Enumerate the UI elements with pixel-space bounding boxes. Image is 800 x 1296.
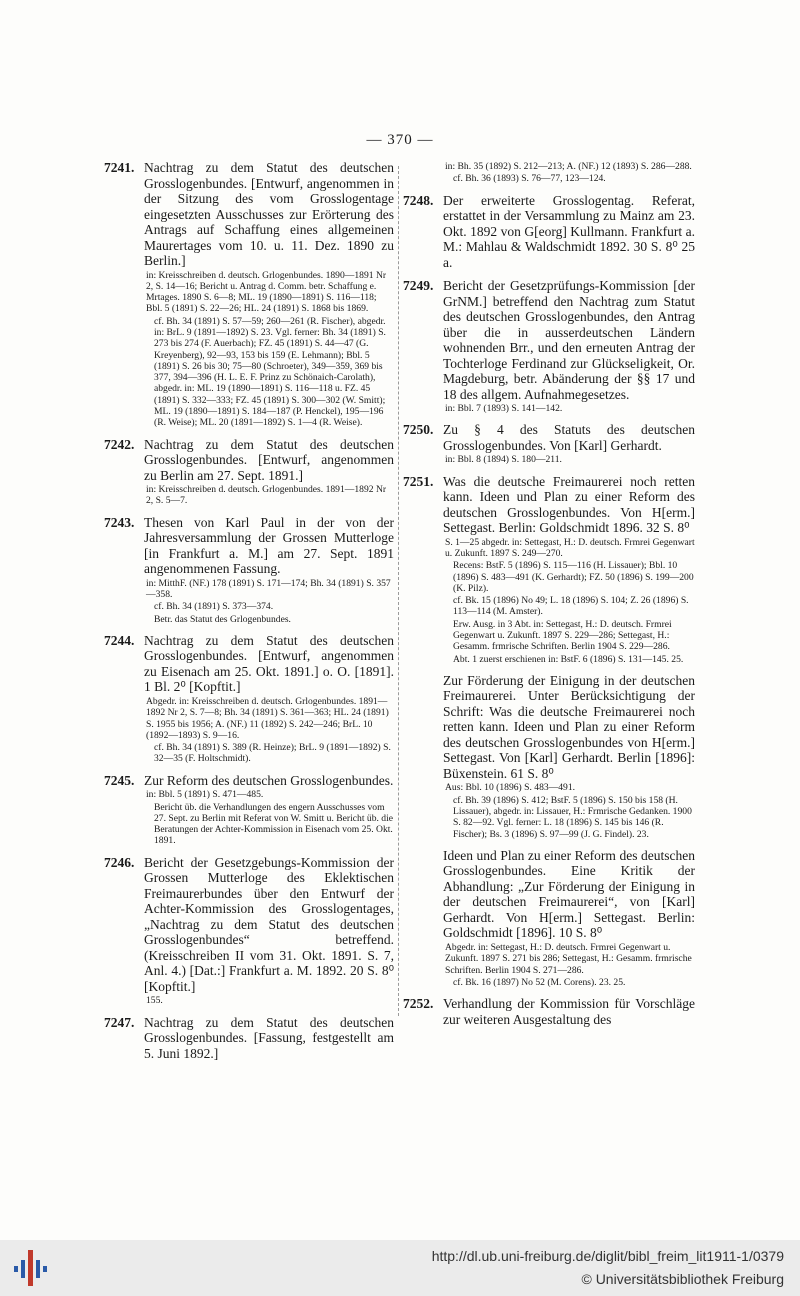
entry-title: Nachtrag zu dem Statut des deutschen Grosslogenbundes. [Entwurf, angenommen in der Sitzung des vom Grosslogentage eingesetzten Ausschusses zur Erörterung des Antrags auf Schaffung eines allgemeinen Maurertages vom 10. u. 11. Dez. 1890 zu Berlin.] — [144, 160, 394, 268]
entry-title: Nachtrag zu dem Statut des deutschen Grosslogenbundes. [Fassung, festgestellt am 5. Juni 1892.] — [144, 1014, 394, 1061]
bibliography-entry — [104, 855, 394, 1007]
bibliography-entry — [104, 437, 394, 507]
entry-title: Zur Förderung der Einigung in der deutschen Freimaurerei. Unter Berücksichtigung der Schrift: Was die deutsche Freimaurerei noch retten kann. Ideen und Plan zu einer Reform des deutschen Grosslogenbundes von H[erm.] Settegast. Von [Karl] Gerhardt. Berlin [1896]: Büxenstein. 61 S. 8⁰ — [443, 672, 695, 781]
entry-number: 7242. — [104, 436, 135, 452]
entry-note: in: Kreisschreiben d. deutsch. Grlogenbundes. 1890—1891 Nr 2, S. 14—16; Bericht u. Antrag d. Comm. betr. Schaffung e. Mrtages. 1890 S. 6—8; ML. 19 (1890—1891) S. 116—118; Bbl. 5 (1891) S. 22—26; HL. 24 (1891) S. 1868 bis 1869. — [146, 269, 387, 315]
entry-note: cf. Bk. 15 (1896) No 49; L. 18 (1896) S. 104; Z. 26 (1896) S. 113—114 (M. Amster). — [453, 595, 689, 618]
entry-note: Abt. 1 zuerst erschienen in: BstF. 6 (1896) S. 131—145. 25. — [453, 653, 684, 665]
entry-number: 7252. — [403, 996, 434, 1012]
entry-note: in: Bbl. 7 (1893) S. 141—142. — [445, 403, 563, 415]
bibliography-entry — [403, 996, 695, 1027]
entry-title: Bericht der Gesetzprüfungs-Kommission [der GrNM.] betreffend den Nachtrag zum Statut des deutschen Grosslogenbundes, den Antrag über die in ausserdeutschen Ländern wohnenden Brr., und den erneuten Antrag der Tochterloge Ferdinand zur Glückseligkeit, Or. Magdeburg, betr. Abänderung der §§ 17 und 18 des allgem. Aufnahmegesetzes. — [443, 278, 695, 402]
entry-title: Thesen von Karl Paul in der von der Jahresversammlung der Grossen Mutterloge [in Frankfurt a. M.] am 27. Sept. 1891 angenommenen Fassung. — [144, 514, 394, 577]
library-logo-icon — [12, 1248, 52, 1288]
entry-note: S. 1—25 abgedr. in: Settegast, H.: D. deutsch. Frmrei Gegenwart u. Zukunft. 1897 S. 249—270. — [445, 536, 695, 559]
entry-note: cf. Bk. 16 (1897) No 52 (M. Corens). 23. 25. — [453, 976, 626, 988]
entry-note: cf. Bh. 39 (1896) S. 412; BstF. 5 (1896) S. 150 bis 158 (H. Lissauer), abgedr. in: Lissauer, H.: Frmrische Gedanken. 1900 S. 82—92. Vgl. ferner: L. 18 (1896) S. 145 bis 146 (R. Fischer); Bs. 3 (1896) S. 97—99 (J. G. Findel). 23. — [453, 794, 692, 840]
entry-title: Nachtrag zu dem Statut des deutschen Grosslogenbundes. [Entwurf, angenommen zu Berlin am 27. Sept. 1891.] — [144, 436, 394, 483]
page-number: — 370 — — [366, 132, 434, 148]
entry-note: in: Kreisschreiben d. deutsch. Grlogenbundes. 1891—1892 Nr 2, S. 5—7. — [146, 484, 387, 507]
entry-note: Betr. das Statut des Grlogenbundes. — [154, 613, 291, 625]
entry-number: 7241. — [104, 160, 135, 175]
entry-number: 7245. — [104, 772, 135, 788]
entry-number: 7244. — [104, 632, 135, 648]
left-column — [104, 160, 394, 1069]
entry-note: cf. Bh. 34 (1891) S. 389 (R. Heinze); BrL. 9 (1891—1892) S. 32—35 (F. Holtschmidt). — [154, 742, 391, 765]
entry-number: 7247. — [104, 1014, 135, 1030]
entry-note: in: MitthF. (NF.) 178 (1891) S. 171—174; Bh. 34 (1891) S. 357—358. — [146, 577, 391, 601]
bibliography-entry — [403, 161, 695, 185]
bibliography-entry — [403, 848, 695, 988]
entry-note: 155. — [146, 995, 163, 1007]
entry-title: Verhandlung der Kommission für Vorschläge zur weiteren Ausgestaltung des — [443, 996, 695, 1027]
column-divider — [398, 166, 399, 1016]
entry-note: Abgedr. in: Kreisschreiben d. deutsch. Grlogenbundes. 1891—1892 Nr 2, S. 7—8; Bh. 34 (1891) S. 361—363; HL. 24 (1891) S. 1955 bis 1956; A. (NF.) 11 (1892) S. 242—246; BrL. 10 (1892—1893) S. 9—16. — [146, 695, 389, 741]
entry-note: Erw. Ausg. in 3 Abt. in: Settegast, H.: D. deutsch. Frmrei Gegenwart u. Zukunft. 1897 S. 229—286; Settegast, H.: Gesamm. frmrische Schriften. Berlin 1904 S. 229—286. — [453, 618, 672, 653]
entry-number: 7246. — [104, 854, 135, 870]
entry-title: Zu § 4 des Statuts des deutschen Grosslogenbundes. Von [Karl] Gerhardt. — [443, 422, 695, 453]
entry-title: Zur Reform des deutschen Grosslogenbundes. — [144, 772, 394, 788]
entry-number: 7250. — [403, 422, 434, 438]
entry-note: Abgedr. in: Settegast, H.: D. deutsch. Frmrei Gegenwart u. Zukunft. 1897 S. 271 bis 286; Settegast, H.: Gesamm. frmrische Schriften. Berlin 1904 S. 271—286. — [445, 941, 692, 976]
bibliography-entry — [104, 160, 394, 429]
bibliography-entry — [403, 278, 695, 414]
right-column — [403, 160, 695, 1035]
bibliography-entry — [104, 633, 394, 765]
bibliography-entry — [403, 474, 695, 665]
document-url-link[interactable]: http://dl.ub.uni-freiburg.de/diglit/bibl_freim_lit1911-1/0379 — [431, 1248, 784, 1264]
entry-number: 7248. — [403, 192, 434, 208]
entry-note: in: Bbl. 5 (1891) S. 471—485. — [146, 789, 264, 801]
entry-note: Bericht üb. die Verhandlungen des engern Ausschusses vom 27. Sept. zu Berlin mit Referat von W. Smitt u. Bericht üb. die Beratungen der Achter-Kommission in Eisenach vom 25. Okt. 1891. — [154, 801, 394, 847]
entry-title: Nachtrag zu dem Statut des deutschen Grosslogenbundes. [Entwurf, angenommen zu Eisenach am 25. Okt. 1891.] o. O. [1891]. 1 Bl. 2⁰ [Kopftit.] — [144, 632, 394, 695]
entry-number: 7243. — [104, 514, 135, 530]
bibliography-entry — [403, 193, 695, 271]
entry-title: Was die deutsche Freimaurerei noch retten kann. Ideen und Plan zu einer Reform des deutschen Grosslogenbundes. Von H[erm.] Settegast. Berlin: Goldschmidt 1896. 32 S. 8⁰ — [443, 473, 695, 536]
entry-number: 7249. — [403, 278, 434, 294]
bibliography-entry — [104, 773, 394, 847]
bibliography-entry — [403, 673, 695, 840]
entry-note: in: Bbl. 8 (1894) S. 180—211. — [445, 454, 562, 466]
copyright-notice: © Universitätsbibliothek Freiburg — [581, 1271, 784, 1287]
entry-note: Aus: Bbl. 10 (1896) S. 483—491. — [445, 782, 576, 794]
entry-note: cf. Bh. 34 (1891) S. 57—59; 260—261 (R. Fischer), abgedr. in: BrL. 9 (1891—1892) S. 23. Vgl. ferner: Bh. 34 (1891) S. 273 bis 274 (F. Auerbach); FZ. 45 (1891) S. 44—47 (G. Kreyenberg), 92—93, 153 bis 159 (E. Lehmann); Bbl. 5 (1891) S. 26 bis 30; 75—80 (Schroeter), 349—359, 369 bis 377, 394—396 (H. L. E. F. Prinz zu Schönaich-Carolath), abgedr. in: ML. 19 (1890—1891) S. 116—118 u. FZ. 45 (1891) S. 332—333; FZ. 45 (1891) S. 300—302 (W. Smitt); ML. 19 (1890—1891) S. 184—187 (P. Henckel), 195—196 (R. Weise); ML. 20 (1891—1892) S. 1—4 (R. Weise). — [154, 315, 386, 429]
entry-number: 7251. — [403, 473, 434, 489]
entry-note: in: Bh. 35 (1892) S. 212—213; A. (NF.) 12 (1893) S. 286—288. — [445, 161, 692, 172]
bibliography-entry — [104, 1015, 394, 1062]
entry-title: Bericht der Gesetzgebungs-Kommission der Grossen Mutterloge des Eklektischen Freimaurerbundes über den Entwurf der Achter-Kommission des Grosslogentages, „Nachtrag zu dem Statut des deutschen Grosslogenbundes“ betreffend. (Kreisschreiben II vom 31. Okt. 1891. S. 7, Anl. 4.) [Dat.:] Frankfurt a. M. 1892. 20 S. 8⁰ [Kopftit.] — [144, 854, 394, 994]
entry-title: Ideen und Plan zu einer Reform des deutschen Grosslogenbundes. Eine Kritik der Abhandlung: „Zur Förderung der Einigung in der deutschen Freimaurerei“, von [Karl] Gerhardt. Von H[erm.] Settegast. Berlin: Goldschmidt [1896]. 10 S. 8⁰ — [443, 847, 695, 941]
viewer-footer — [0, 1240, 800, 1296]
entry-note: Recens: BstF. 5 (1896) S. 115—116 (H. Lissauer); Bbl. 10 (1896) S. 483—491 (K. Gerhardt); FZ. 50 (1896) S. 199—200 (K. Pilz). — [453, 560, 694, 594]
bibliography-entry — [403, 422, 695, 465]
entry-title: Der erweiterte Grosslogentag. Referat, erstattet in der Versammlung zu Mainz am 23. Okt. 1892 von G[eorg] Kullmann. Frankfurt a. M.: Mahlau & Waldschmidt 1892. 30 S. 8⁰ 25 a. — [443, 192, 695, 270]
bibliography-entry — [104, 515, 394, 625]
entry-note: cf. Bh. 34 (1891) S. 373—374. — [154, 601, 274, 613]
entry-note: cf. Bh. 36 (1893) S. 76—77, 123—124. — [453, 173, 606, 185]
